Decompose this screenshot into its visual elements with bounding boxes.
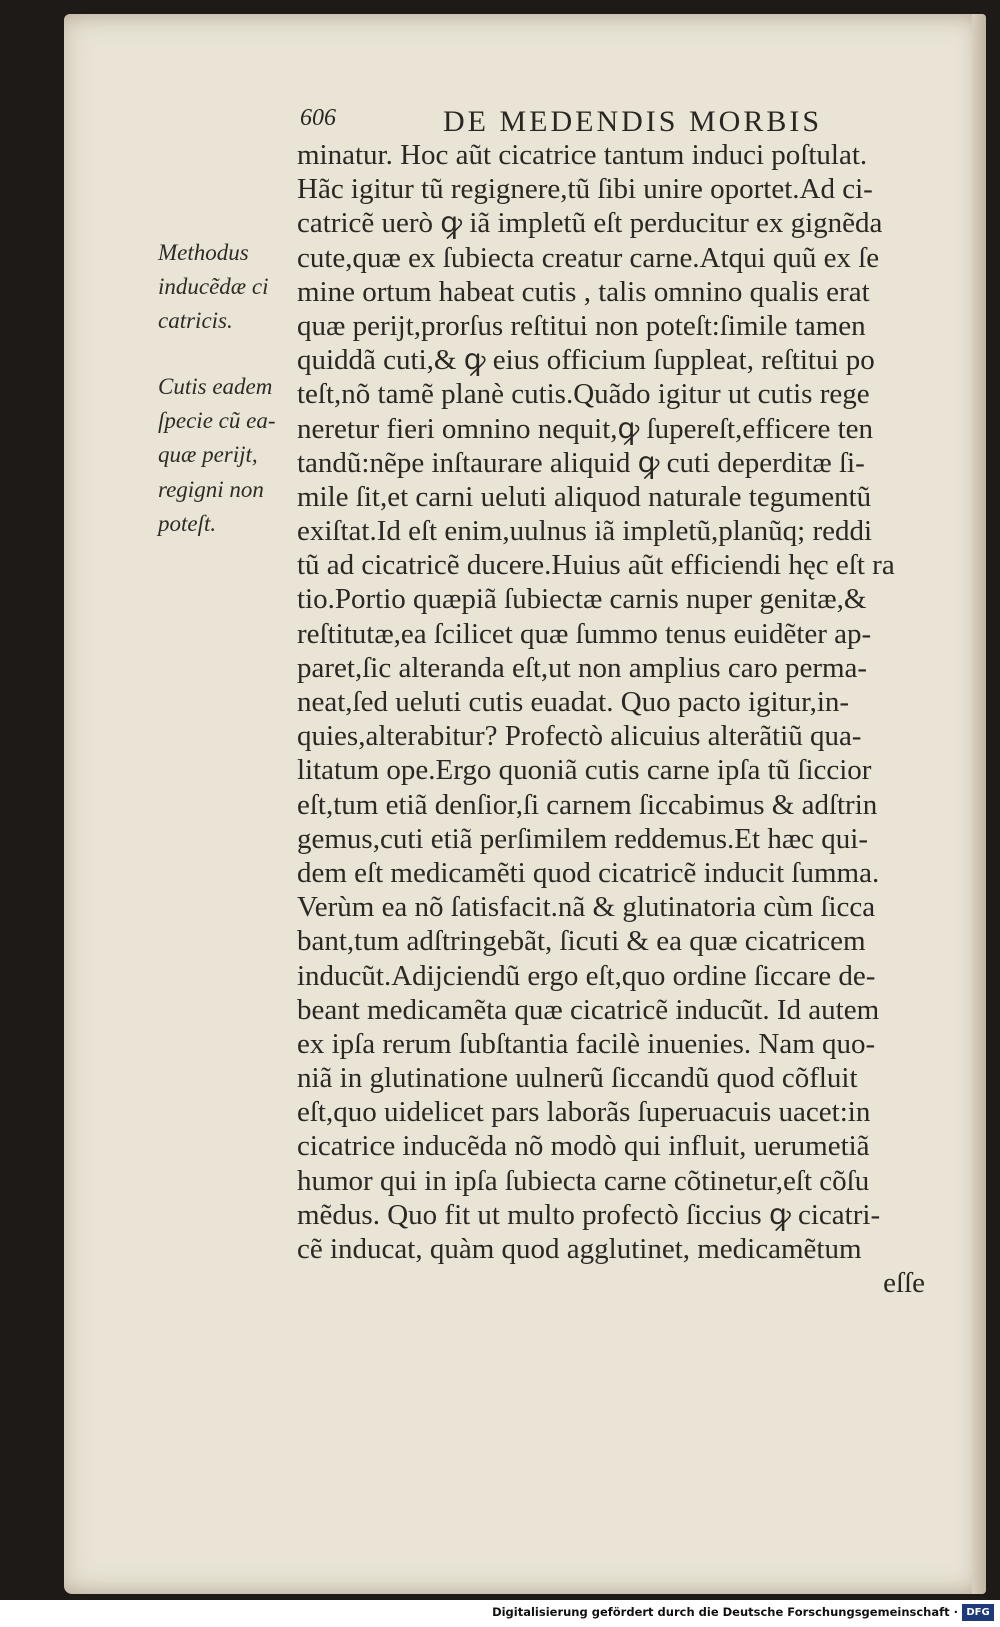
text-line: ex ipſa rerum ſubſtantia facilè inuenies. Nam quo- [297, 1027, 876, 1060]
text-line: inducũt.Adijciendũ ergo eſt,quo ordine ſiccare de- [297, 959, 876, 992]
marginal-note-cutis [158, 370, 298, 541]
page-edge [972, 14, 986, 1594]
marginal-note-line: catricis. [158, 308, 233, 334]
text-line: niã in glutinatione uulnerũ ſiccandũ quod cõfluit [297, 1062, 858, 1095]
marginal-note-line: Methodus [158, 240, 249, 265]
text-line: cẽ inducat, quàm quod agglutinet, medicamẽtum [297, 1233, 862, 1265]
text-line: paret,ſic alteranda eſt,ut non amplius caro perma- [297, 651, 868, 684]
text-line: litatum ope.Ergo quoniã cutis carne ipſa tũ ſiccior [297, 754, 872, 787]
text-line: cicatrice inducẽda nõ modò qui influit, uerumetiã [297, 1130, 870, 1163]
running-title: DE MEDENDIS MORBIS [443, 105, 823, 138]
text-line: neretur fieri omnino nequit,ꝙ ſupereſt,efficere ten [297, 412, 874, 445]
text-line: reſtitutæ,ea ſcilicet quæ ſummo tenus euidẽter ap- [297, 617, 872, 650]
footer-bar [0, 1600, 1000, 1627]
text-line: quiddã cuti,& ꝙ eius officium ſuppleat, reſtitui po [297, 344, 875, 377]
text-line: mẽdus. Quo fit ut multo profectò ſiccius ꝙ cicatri- [297, 1198, 881, 1231]
catchword: eſſe [883, 1267, 925, 1300]
text-line: quæ perijt,prorſus reſtitui non poteſt:ſimile tamen [297, 309, 866, 342]
text-line: eſt,tum etiã denſior,ſi carnem ſiccabimus & adſtrin [297, 788, 878, 821]
text-line: cute,quæ ex ſubiecta creatur carne.Atqui quũ ex ſe [297, 241, 880, 274]
text-line: tio.Portio quæpiã ſubiectæ carnis nuper genitæ,& [297, 583, 867, 616]
marginal-note-methodus [158, 236, 298, 339]
text-line: minatur. Hoc aũt cicatrice tantum induci poſtulat. [297, 139, 868, 171]
text-line: beant medicamẽta quæ cicatricẽ inducũt. Id autem [297, 993, 880, 1026]
marginal-note-line: quæ perijt, [158, 442, 258, 468]
funding-credit: Digitalisierung gefördert durch die Deutsche Forschungsgemeinschaft · [492, 1605, 958, 1619]
body-text [297, 138, 937, 1300]
text-line: tandũ:nẽpe inſtaurare aliquid ꝙ cuti deperditæ ſi- [297, 446, 865, 479]
dfg-logo-icon: DFG [962, 1604, 994, 1621]
text-line: neat,ſed ueluti cutis euadat. Quo pacto igitur,in- [297, 686, 850, 718]
text-line: Verùm ea nõ ſatisfacit.nã & glutinatoria cùm ſicca [297, 891, 876, 924]
text-line: quies,alterabitur? Profectò alicuius alterãtiũ qua- [297, 720, 862, 753]
text-line: mine ortum habeat cutis , talis omnino qualis erat [297, 275, 870, 308]
page-number: 606 [300, 105, 336, 131]
text-line: mile ſit,et carni ueluti aliquod naturale tegumentũ [297, 480, 872, 513]
marginal-note-line: poteſt. [158, 510, 217, 536]
marginal-note-line: inducẽdæ ci [158, 274, 269, 300]
text-line: exiſtat.Id eſt enim,uulnus iã impletũ,planũq; reddi [297, 515, 873, 548]
marginal-note-line: regigni non [158, 476, 264, 502]
text-line: eſt,quo uidelicet pars laborãs ſuperuacuis uacet:in [297, 1096, 871, 1129]
text-line: teſt,nõ tamẽ planè cutis.Quãdo igitur ut cutis rege [297, 378, 870, 411]
text-line: gemus,cuti etiã perſimilem reddemus.Et hæc qui- [297, 822, 868, 855]
marginal-note-line: Cutis eadem [158, 374, 273, 399]
marginal-note-line: ſpecie cũ ea- [158, 408, 276, 434]
text-line: bant,tum adſtringebãt, ſicuti & ea quæ cicatricem [297, 925, 866, 958]
text-line: dem eſt medicamẽti quod cicatricẽ inducit ſumma. [297, 856, 880, 889]
text-line: tũ ad cicatricẽ ducere.Huius aũt efficiendi hęc eſt ra [297, 549, 895, 582]
text-line: Hãc igitur tũ regignere,tũ ſibi unire oportet.Ad ci- [297, 173, 873, 206]
text-line: catricẽ uerò ꝙ iã impletũ eſt perducitur ex gignẽda [297, 207, 883, 240]
text-line: humor qui in ipſa ſubiecta carne cõtinetur,eſt cõſu [297, 1164, 870, 1197]
